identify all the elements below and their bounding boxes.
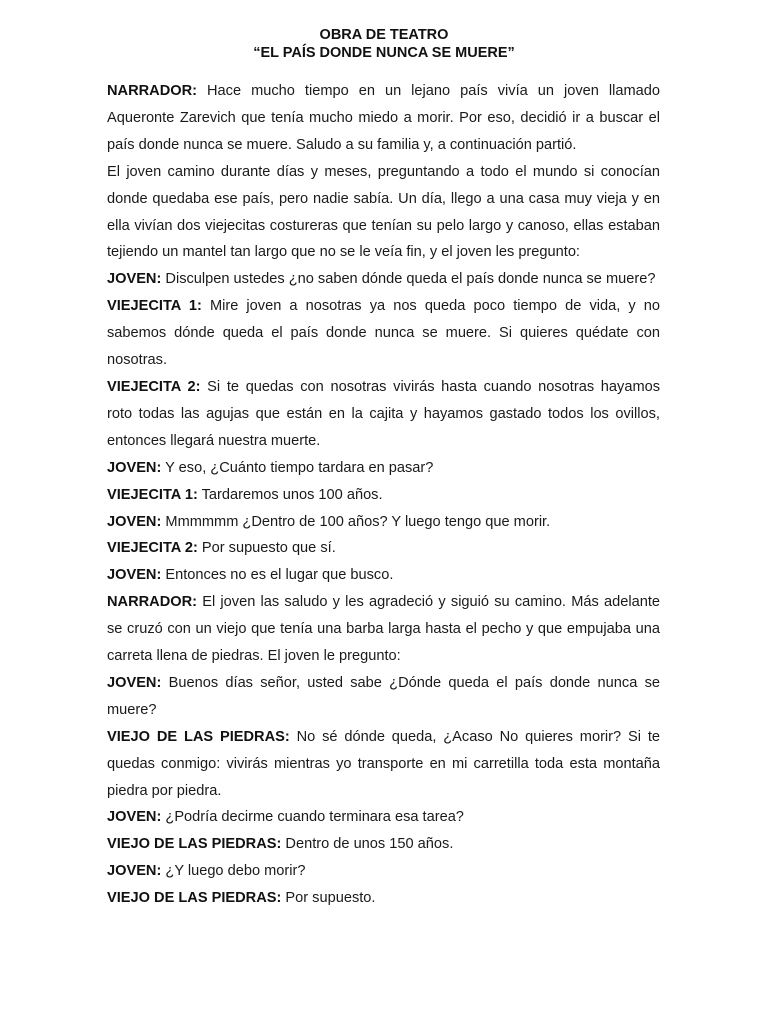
script-paragraph bbox=[107, 804, 660, 831]
dialogue-text: Si te quedas con nosotras vivirás hasta cuando nosotras hayamos roto todas las agujas que están en la cajita y hayamos gastado todos los ovillos, entonces llegará nuestra muerte. bbox=[107, 378, 661, 449]
script-paragraph bbox=[107, 535, 660, 562]
speaker-label: NARRADOR: bbox=[107, 594, 197, 611]
speaker-label: VIEJECITA 1: bbox=[107, 298, 202, 315]
script-paragraph bbox=[107, 670, 660, 724]
speaker-label: JOVEN: bbox=[107, 809, 162, 826]
script-paragraph bbox=[107, 266, 660, 293]
script-paragraph bbox=[107, 455, 660, 482]
script-paragraph bbox=[107, 159, 660, 267]
script-paragraph bbox=[107, 374, 660, 455]
script-paragraph bbox=[107, 724, 660, 805]
dialogue-text: Por supuesto que sí. bbox=[201, 540, 336, 557]
script-paragraph bbox=[107, 831, 660, 858]
speaker-label: VIEJO DE LAS PIEDRAS: bbox=[107, 836, 282, 853]
speaker-label: JOVEN: bbox=[107, 567, 162, 584]
speaker-label: JOVEN: bbox=[107, 674, 162, 691]
dialogue-text: Entonces no es el lugar que busco. bbox=[165, 567, 394, 584]
script-paragraph bbox=[107, 509, 660, 536]
dialogue-text: Y eso, ¿Cuánto tiempo tardara en pasar? bbox=[165, 459, 434, 476]
script-paragraph bbox=[107, 885, 660, 912]
document-title: OBRA DE TEATRO bbox=[319, 27, 449, 43]
dialogue-text: Tardaremos unos 100 años. bbox=[201, 486, 383, 503]
speaker-label: JOVEN: bbox=[107, 271, 162, 288]
play-script bbox=[107, 78, 660, 912]
dialogue-text: Buenos días señor, usted sabe ¿Dónde queda el país donde nunca se muere? bbox=[107, 674, 660, 718]
speaker-label: NARRADOR: bbox=[107, 83, 197, 99]
dialogue-text: Por supuesto. bbox=[285, 890, 376, 907]
speaker-label: JOVEN: bbox=[107, 863, 162, 880]
speaker-label: VIEJO DE LAS PIEDRAS: bbox=[107, 890, 282, 907]
dialogue-text: No sé dónde queda, ¿Acaso No quieres morir? Si te quedas conmigo: vivirás mientras yo transporte en mi carretilla toda esta montaña piedra por piedra. bbox=[107, 728, 660, 799]
dialogue-text: Mmmmmm ¿Dentro de 100 años? Y luego tengo que morir. bbox=[165, 513, 551, 530]
speaker-label: VIEJECITA 2: bbox=[107, 378, 201, 395]
speaker-label: VIEJO DE LAS PIEDRAS: bbox=[107, 728, 290, 745]
script-paragraph bbox=[107, 589, 660, 670]
dialogue-text: Mire joven a nosotras ya nos queda poco tiempo de vida, y no sabemos dónde queda el país donde nunca se muere. Si quieres quédate con nosotras. bbox=[107, 298, 660, 369]
script-paragraph bbox=[107, 78, 660, 159]
script-paragraph bbox=[107, 482, 660, 509]
dialogue-text: El joven las saludo y les agradeció y siguió su camino. Más adelante se cruzó con un viejo que tenía una barba larga hasta el pecho y que empujaba una carreta llena de piedras. El joven le pregunto: bbox=[107, 594, 661, 665]
script-paragraph bbox=[107, 858, 660, 885]
dialogue-text: Dentro de unos 150 años. bbox=[285, 836, 454, 853]
dialogue-text: Hace mucho tiempo en un lejano país vivía un joven llamado Aqueronte Zarevich que tenía mucho miedo a morir. Por eso, decidió ir a buscar el país donde nunca se muere. Saludo a su familia y, a continuación partió. bbox=[107, 83, 660, 153]
script-paragraph bbox=[107, 562, 660, 589]
script-paragraph bbox=[107, 293, 660, 374]
dialogue-text: Disculpen ustedes ¿no saben dónde queda el país donde nunca se muere? bbox=[165, 271, 656, 288]
speaker-label: JOVEN: bbox=[107, 513, 162, 530]
dialogue-text: ¿Y luego debo morir? bbox=[165, 863, 306, 880]
play-title: “EL PAÍS DONDE NUNCA SE MUERE” bbox=[253, 45, 515, 61]
dialogue-text: El joven camino durante días y meses, preguntando a todo el mundo si conocían donde quedaba ese país, pero nadie sabía. Un día, llego a una casa muy vieja y en ella vivían dos viejecitas costureras que tenían su pelo largo y canoso, ellas estaban tejiendo un mantel tan largo que no se le veía fin, y el joven les pregunto: bbox=[107, 163, 660, 261]
speaker-label: JOVEN: bbox=[107, 459, 162, 476]
dialogue-text: ¿Podría decirme cuando terminara esa tarea? bbox=[165, 809, 464, 826]
speaker-label: VIEJECITA 2: bbox=[107, 540, 198, 557]
speaker-label: VIEJECITA 1: bbox=[107, 486, 198, 503]
